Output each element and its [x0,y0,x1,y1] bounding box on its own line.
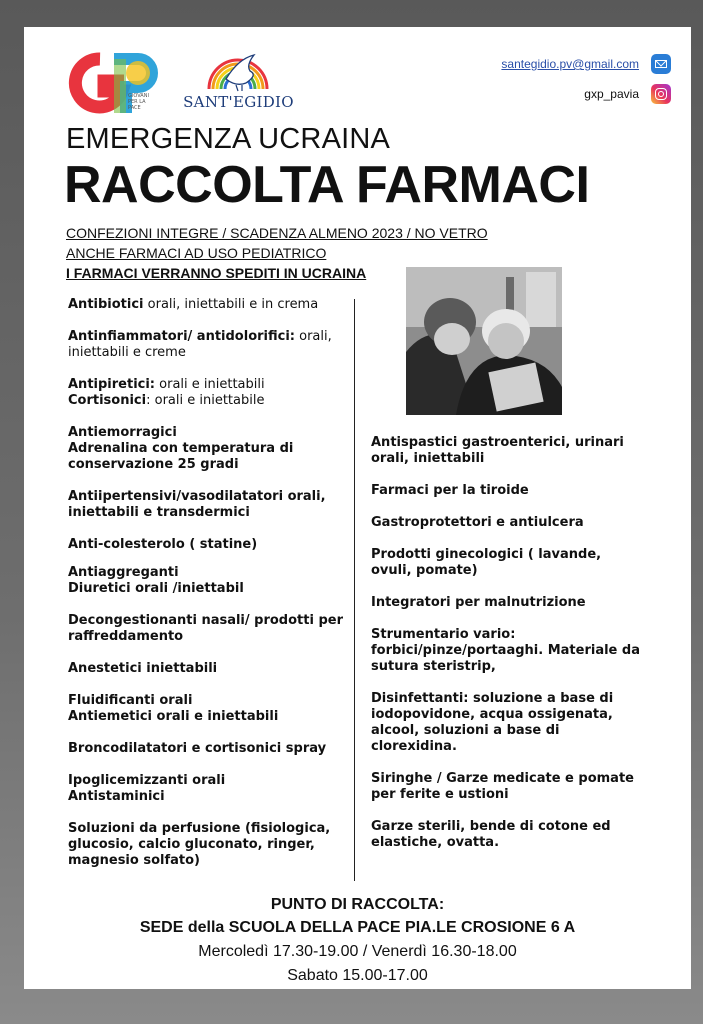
medicine-list-right [371,435,643,851]
note-line: I FARMACI VERRANNO SPEDITI IN UCRAINA [66,265,367,281]
opening-hours-weekday: Mercoledì 17.30-19.00 / Venerdì 16.30-18.00 [198,943,517,960]
santegidio-logo [176,49,301,115]
email-contact[interactable] [501,54,671,74]
email-link[interactable]: santegidio.pv@gmail.com [501,57,639,71]
pre-title: EMERGENZA UCRAINA [66,123,391,155]
dove-rainbow-icon [176,49,301,93]
list-item: Antipiretici: orali e iniettabili Cortisonici: orali e iniettabile [68,377,265,408]
page-title: RACCOLTA FARMACI [64,156,590,214]
svg-text:PACE: PACE [128,105,141,111]
santegidio-wordmark: SANT'EGIDIO [183,93,294,111]
flyer [24,27,691,989]
svg-text:PER LA: PER LA [128,99,146,105]
instagram-handle[interactable]: gxp_pavia [584,87,639,101]
list-item: Antibiotici orali, iniettabili e in crema [68,297,319,312]
list-item: Siringhe / Garze medicate e pomate per ferite e ustioni [371,771,634,802]
list-item: Farmaci per la tiroide [371,483,529,498]
medicine-list-left [68,297,358,869]
mail-icon [651,54,671,74]
list-item: Garze sterili, bende di cotone ed elastiche, ovatta. [371,819,611,850]
instagram-icon [651,84,671,104]
collection-point-heading: PUNTO DI RACCOLTA: [270,896,445,913]
list-item: Antinfiammatori/ antidolorifici: orali, iniettabili e creme [68,329,332,360]
list-item: Gastroprotettori e antiulcera [371,515,584,530]
list-item: Fluidificanti orali Antiemetici orali e iniettabili [68,693,279,724]
note-line: ANCHE FARMACI AD USO PEDIATRICO [66,245,327,261]
opening-hours-saturday: Sabato 15.00-17.00 [287,967,428,984]
list-item: Anestetici iniettabili [68,661,218,676]
list-item: Anti-colesterolo ( statine) [68,537,258,552]
list-item: Antiaggreganti Diuretici orali /iniettabil [68,565,244,596]
list-item: Strumentario vario: forbici/pinze/portaaghi. Materiale da sutura steristrip, [371,627,640,674]
list-item: Disinfettanti: soluzione a base di iodopovidone, acqua ossigenata, alcool, soluzioni a base di clorexidina. [371,691,614,754]
note-line: CONFEZIONI INTEGRE / SCADENZA ALMENO 2023 / NO VETRO [66,225,488,241]
column-divider [354,299,355,881]
refugees-photo [406,267,562,415]
list-item: Soluzioni da perfusione (fisiologica, glucosio, calcio gluconato, ringer, magnesio solfato) [68,821,331,868]
giovani-per-la-pace-logo [68,51,168,115]
list-item: Prodotti ginecologici ( lavande, ovuli, pomate) [371,547,602,578]
list-item: Broncodilatatori e cortisonici spray [68,741,327,756]
instagram-contact[interactable] [584,84,671,104]
list-item: Antiemorragici Adrenalina con temperatura di conservazione 25 gradi [68,425,294,472]
list-item: Antispastici gastroenterici, urinari orali, iniettabili [371,435,624,466]
svg-text:GIOVANI: GIOVANI [128,93,149,99]
list-item: Decongestionanti nasali/ prodotti per raffreddamento [68,613,343,644]
list-item: Integratori per malnutrizione [371,595,586,610]
list-item: Antiipertensivi/vasodilatatori orali, iniettabili e transdermici [68,489,326,520]
list-item: Ipoglicemizzanti orali Antistaminici [68,773,226,804]
collection-point-address: SEDE della SCUOLA DELLA PACE PIA.LE CROSIONE 6 A [139,919,576,936]
